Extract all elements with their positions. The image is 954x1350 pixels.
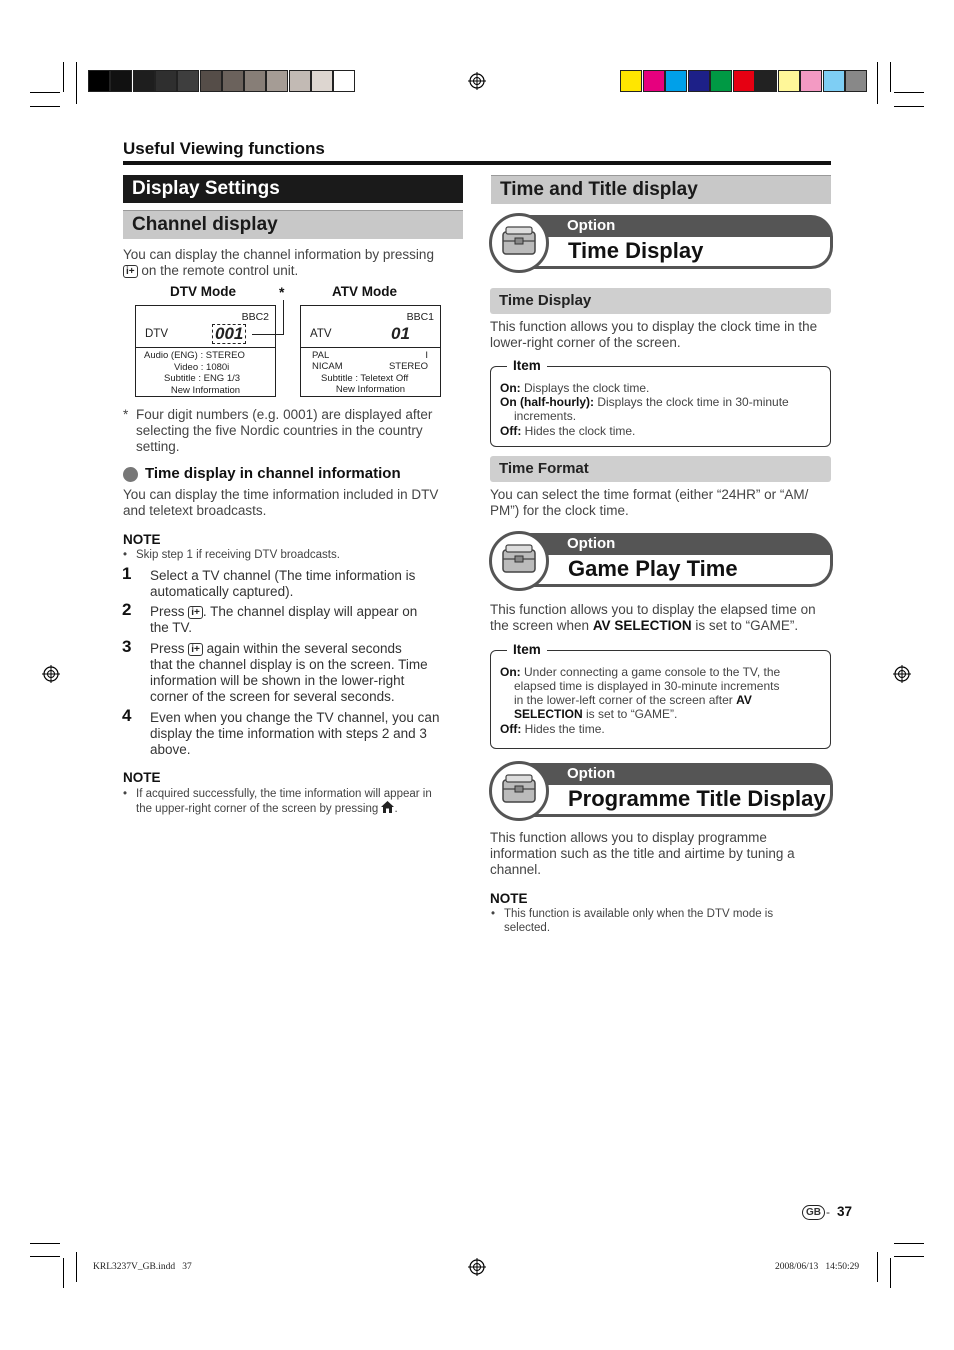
info-button-icon: i+ bbox=[188, 606, 203, 619]
item-key: AV bbox=[736, 693, 752, 707]
dtv-channel-display-sample bbox=[135, 305, 276, 397]
dtv-service-name: BBC2 bbox=[241, 311, 269, 323]
leader-line bbox=[252, 334, 284, 335]
atv-channel-number: 01 bbox=[391, 324, 410, 343]
crop-mark bbox=[890, 1258, 891, 1288]
intro-line-1: You can display the channel information by pressing bbox=[123, 247, 434, 262]
crop-mark bbox=[890, 62, 891, 92]
gray-swatch bbox=[133, 70, 155, 92]
item-key: On: bbox=[500, 665, 521, 679]
text-bold: AV SELECTION bbox=[592, 618, 692, 633]
atv-info-nicam: NICAM bbox=[312, 361, 343, 372]
item-value: elapsed time is displayed in 30-minute increments bbox=[514, 679, 780, 693]
step-line: that the channel display is on the screen. Time bbox=[150, 657, 428, 672]
item-line-continuation bbox=[514, 409, 576, 424]
footnote-text bbox=[136, 407, 466, 455]
atv-info-system: I bbox=[425, 350, 428, 361]
note-word: . bbox=[394, 803, 398, 815]
option-label: Option bbox=[529, 215, 833, 237]
text-line: This function allows you to display the elapsed time on bbox=[490, 602, 816, 617]
time-in-channel-heading: Time display in channel information bbox=[145, 465, 401, 482]
crop-mark bbox=[894, 1256, 924, 1257]
gray-swatch bbox=[311, 70, 333, 92]
text-line: You can select the time format (either “24HR” or “AM/ bbox=[490, 487, 809, 502]
option-banner-time-display bbox=[489, 215, 833, 277]
note-text: Skip step 1 if receiving DTV broadcasts. bbox=[136, 549, 340, 561]
step-line bbox=[150, 641, 465, 657]
item-key: On: bbox=[500, 381, 521, 395]
footnote-line: Four digit numbers (e.g. 0001) are displayed after bbox=[136, 407, 433, 422]
item-value: Under connecting a game console to the TV, the bbox=[520, 665, 781, 679]
dtv-info-subtitle: Subtitle : ENG 1/3 bbox=[164, 373, 241, 384]
crop-mark bbox=[877, 1252, 878, 1282]
note-word: the upper-right corner of the screen by pressing bbox=[136, 803, 379, 815]
note-line: This function is available only when the DTV mode is bbox=[504, 908, 774, 920]
option-title: Time Display bbox=[529, 237, 833, 269]
color-swatch bbox=[755, 70, 777, 92]
info-button-icon: i+ bbox=[123, 265, 138, 278]
step-number: 1 bbox=[122, 564, 132, 583]
step-line: information will be shown in the lower-right bbox=[150, 673, 405, 688]
header-rule bbox=[123, 161, 831, 165]
atv-info-stereo: STEREO bbox=[388, 361, 428, 372]
dtv-channel-number: 001 bbox=[212, 324, 246, 344]
region-badge: GB bbox=[802, 1205, 825, 1220]
note-text bbox=[136, 787, 466, 816]
item-value: Displays the clock time in 30-minute bbox=[593, 395, 789, 409]
item-value: Hides the time. bbox=[521, 722, 605, 736]
color-swatch bbox=[823, 70, 845, 92]
atv-service-name: BBC1 bbox=[406, 311, 434, 323]
bullet-dot-icon bbox=[123, 467, 138, 482]
registration-target-icon bbox=[42, 665, 60, 683]
gray-swatch bbox=[222, 70, 244, 92]
text-line bbox=[490, 618, 835, 634]
gray-swatch bbox=[333, 70, 355, 92]
gray-swatch bbox=[177, 70, 199, 92]
item-value: is set to “GAME”. bbox=[582, 707, 678, 721]
option-label: Option bbox=[529, 533, 833, 555]
item-key: Off: bbox=[500, 424, 522, 438]
step-line: display the time information with steps 2 and 3 bbox=[150, 726, 427, 741]
item-value: in the lower-left corner of the screen after bbox=[514, 693, 737, 707]
registration-target-icon bbox=[468, 1258, 486, 1276]
step-word: . The channel display will appear on bbox=[202, 604, 418, 619]
time-display-subheading: Time Display bbox=[490, 288, 831, 314]
item-line-continuation bbox=[514, 707, 677, 722]
registration-target-icon bbox=[468, 72, 486, 90]
note-line: If acquired successfully, the time information will appear in bbox=[136, 788, 432, 800]
gray-swatch bbox=[289, 70, 311, 92]
step-text bbox=[150, 604, 465, 636]
note-heading: NOTE bbox=[123, 770, 161, 785]
toolbox-icon bbox=[489, 213, 549, 273]
page-separator: - bbox=[826, 1205, 830, 1219]
color-swatch bbox=[800, 70, 822, 92]
color-swatch bbox=[778, 70, 800, 92]
step-number: 4 bbox=[122, 706, 132, 725]
game-play-text bbox=[490, 602, 835, 634]
item-value: Hides the clock time. bbox=[521, 424, 636, 438]
crop-mark bbox=[894, 92, 924, 93]
crop-mark bbox=[76, 62, 77, 104]
divider bbox=[301, 347, 440, 348]
crop-mark bbox=[894, 1243, 924, 1244]
atv-info-pal: PAL bbox=[312, 350, 330, 361]
item-key: On (half-hourly): bbox=[500, 395, 594, 409]
text-line: PM”) for the clock time. bbox=[490, 503, 629, 518]
section-heading: Useful Viewing functions bbox=[123, 139, 325, 158]
footnote-line: selecting the five Nordic countries in the country bbox=[136, 423, 423, 438]
divider bbox=[136, 347, 275, 348]
text-line: and teletext broadcasts. bbox=[123, 503, 267, 518]
time-in-channel-text bbox=[123, 487, 463, 519]
text-line: channel. bbox=[490, 862, 542, 877]
programme-title-text bbox=[490, 830, 835, 878]
crop-mark bbox=[877, 62, 878, 104]
color-swatch bbox=[845, 70, 867, 92]
item-key: Off: bbox=[500, 722, 522, 736]
color-swatch bbox=[688, 70, 710, 92]
note-line: selected. bbox=[504, 922, 551, 934]
crop-mark bbox=[30, 92, 60, 93]
crop-mark bbox=[30, 1243, 60, 1244]
dtv-info-list bbox=[136, 350, 275, 396]
color-swatch bbox=[643, 70, 665, 92]
dtv-info-new: New Information bbox=[170, 384, 241, 396]
gray-swatch bbox=[88, 70, 110, 92]
crop-mark bbox=[63, 1258, 64, 1288]
gray-swatch bbox=[266, 70, 288, 92]
item-line-half-hourly bbox=[500, 395, 789, 410]
item-heading: Item bbox=[507, 358, 547, 373]
note-bullet: • bbox=[491, 908, 496, 920]
step-text bbox=[150, 568, 465, 600]
display-settings-band: Display Settings bbox=[123, 175, 463, 203]
toolbox-icon bbox=[489, 761, 549, 821]
time-format-text bbox=[490, 487, 835, 519]
channel-display-intro bbox=[123, 247, 463, 279]
print-timestamp: 2008/06/13 14:50:29 bbox=[775, 1262, 860, 1272]
step-line: the TV. bbox=[150, 620, 193, 635]
step-number: 3 bbox=[122, 637, 132, 656]
text-line: You can display the time information included in DTV bbox=[123, 487, 439, 502]
option-title: Programme Title Display bbox=[529, 785, 833, 817]
option-title: Game Play Time bbox=[529, 555, 833, 587]
step-line: corner of the screen for several seconds. bbox=[150, 689, 395, 704]
text-line: This function allows you to display the clock time in the bbox=[490, 319, 818, 334]
text-part: is set to “GAME”. bbox=[691, 618, 799, 633]
item-value: increments. bbox=[514, 409, 577, 423]
dtv-info-video: Video : 1080i bbox=[174, 361, 230, 373]
step-line: Even when you change the TV channel, you can bbox=[150, 710, 440, 725]
note-bullet: • bbox=[123, 788, 128, 800]
time-display-item-box bbox=[490, 358, 831, 447]
atv-mode-text: ATV bbox=[310, 328, 332, 340]
registration-target-icon bbox=[893, 665, 911, 683]
crop-mark bbox=[30, 1256, 60, 1257]
step-number: 2 bbox=[122, 600, 132, 619]
dtv-mode-label: DTV Mode bbox=[170, 284, 236, 299]
item-line-on bbox=[500, 381, 649, 396]
time-title-display-band: Time and Title display bbox=[491, 175, 831, 204]
footnote-mark: * bbox=[123, 407, 129, 422]
note-bullet: • bbox=[123, 549, 128, 561]
item-line-continuation bbox=[514, 679, 779, 694]
dtv-info-audio: Audio (ENG) : STEREO bbox=[144, 350, 245, 361]
step-line: above. bbox=[150, 742, 191, 757]
intro-line-2: on the remote control unit. bbox=[141, 263, 299, 278]
gray-swatch bbox=[244, 70, 266, 92]
item-heading: Item bbox=[507, 642, 547, 657]
item-line-off bbox=[500, 424, 635, 439]
step-word: Press bbox=[150, 641, 185, 656]
crop-mark bbox=[894, 106, 924, 107]
item-value: Displays the clock time. bbox=[520, 381, 650, 395]
text-line: This function allows you to display programme bbox=[490, 830, 767, 845]
time-format-subheading: Time Format bbox=[490, 456, 831, 482]
crop-mark bbox=[76, 1252, 77, 1282]
crop-mark bbox=[30, 106, 60, 107]
color-swatch bbox=[620, 70, 642, 92]
item-line-continuation bbox=[514, 693, 752, 708]
dtv-mode-text: DTV bbox=[145, 328, 168, 340]
toolbox-icon bbox=[489, 531, 549, 591]
note-text bbox=[504, 907, 824, 935]
color-swatch bbox=[733, 70, 755, 92]
note-line bbox=[136, 801, 466, 816]
item-line-off bbox=[500, 722, 605, 737]
gray-swatch bbox=[110, 70, 132, 92]
file-name: KRL3237V_GB.indd 37 bbox=[93, 1262, 192, 1272]
option-banner-game-play-time bbox=[489, 533, 833, 595]
channel-display-heading: Channel display bbox=[123, 210, 463, 239]
step-line bbox=[150, 604, 465, 620]
info-button-icon: i+ bbox=[188, 643, 203, 656]
gray-swatch bbox=[155, 70, 177, 92]
atv-info-new: New Information bbox=[335, 384, 406, 395]
step-word: again within the several seconds bbox=[206, 641, 402, 656]
step-line: automatically captured). bbox=[150, 584, 294, 599]
leader-line bbox=[283, 300, 284, 334]
atv-mode-label: ATV Mode bbox=[332, 284, 397, 299]
note-heading: NOTE bbox=[490, 891, 528, 906]
home-icon bbox=[381, 801, 394, 813]
atv-info-subtitle: Subtitle : Teletext Off bbox=[321, 373, 409, 384]
footnote-star: * bbox=[279, 284, 285, 300]
text-part: the screen when bbox=[490, 618, 593, 633]
item-key: SELECTION bbox=[514, 707, 583, 721]
page-number: 37 bbox=[837, 1204, 853, 1219]
step-word: Press bbox=[150, 604, 185, 619]
color-swatch bbox=[665, 70, 687, 92]
text-line: information such as the title and airtime by tuning a bbox=[490, 846, 795, 861]
item-line-on bbox=[500, 665, 780, 680]
game-play-item-box bbox=[490, 642, 831, 749]
step-text bbox=[150, 710, 465, 758]
time-display-text bbox=[490, 319, 835, 351]
step-line: Select a TV channel (The time information is bbox=[150, 568, 416, 583]
atv-channel-display-sample bbox=[300, 305, 441, 397]
crop-mark bbox=[63, 62, 64, 92]
footnote-line: setting. bbox=[136, 439, 180, 454]
color-swatch bbox=[710, 70, 732, 92]
step-text bbox=[150, 641, 465, 705]
option-banner-programme-title bbox=[489, 763, 833, 825]
option-label: Option bbox=[529, 763, 833, 785]
gray-swatch bbox=[200, 70, 222, 92]
text-line: lower-right corner of the screen. bbox=[490, 335, 681, 350]
note-heading: NOTE bbox=[123, 532, 161, 547]
